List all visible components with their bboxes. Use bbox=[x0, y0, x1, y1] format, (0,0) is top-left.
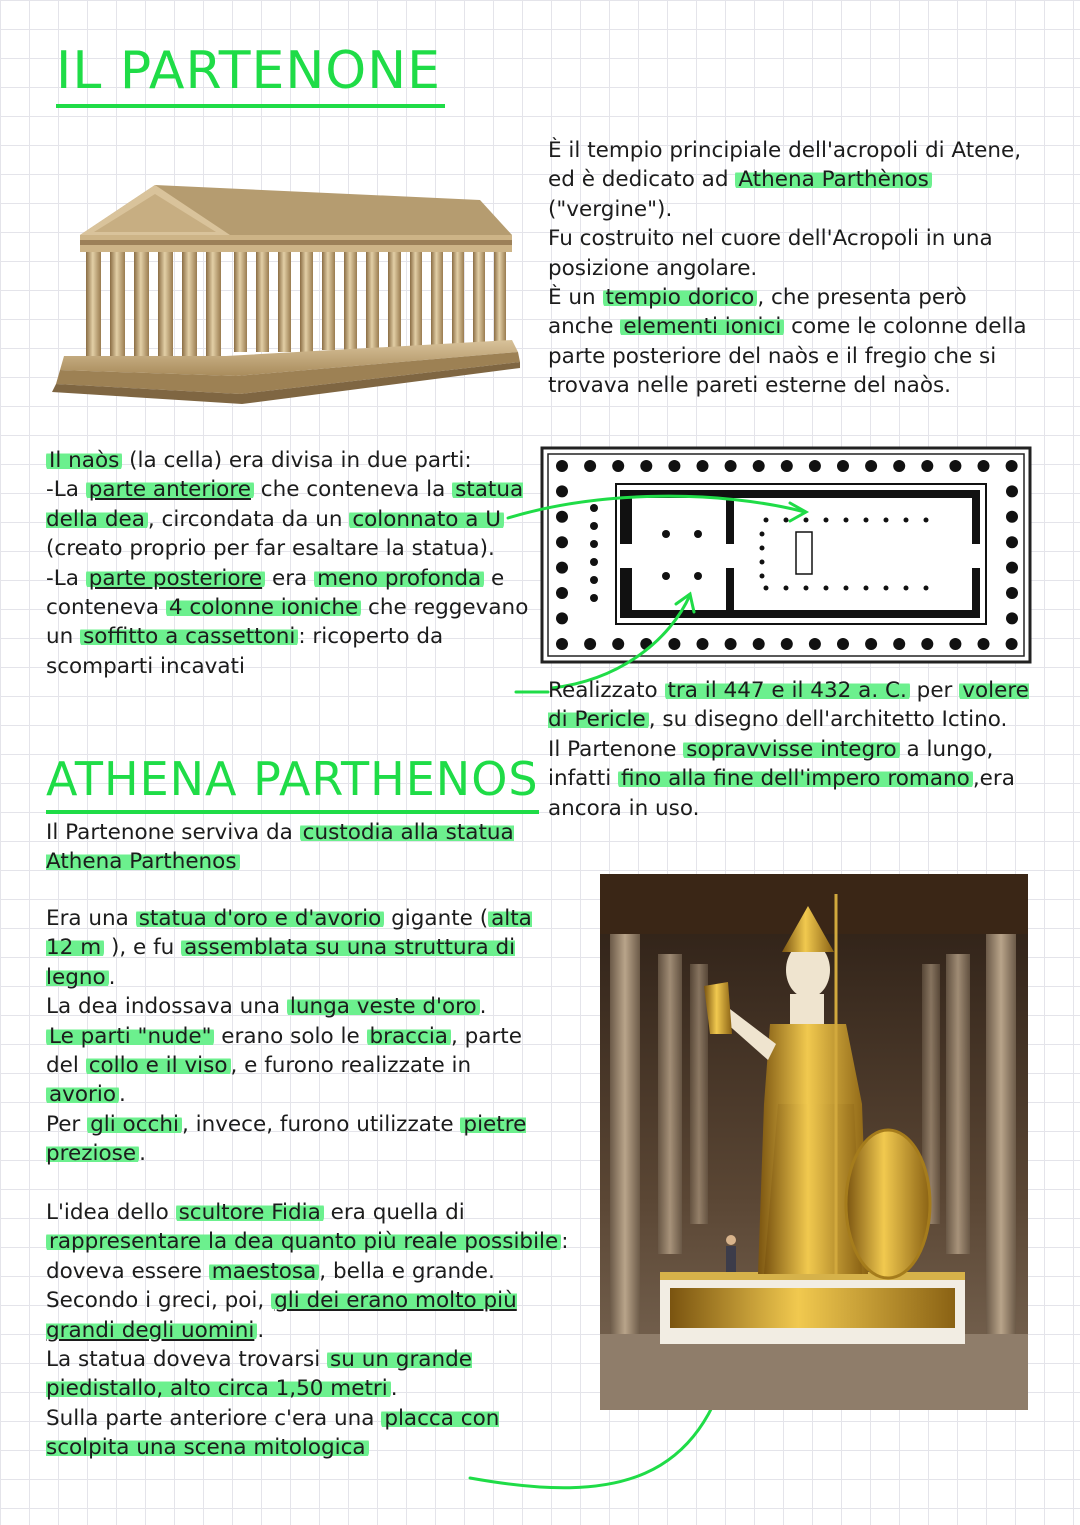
section-title-athena: ATHENA PARTHENOS bbox=[46, 748, 539, 814]
arrow-to-cella bbox=[508, 496, 805, 518]
statue-text: Era una statua d'oro e d'avorio gigante ( alta 12 m ), e fu assemblata su una struttura di legno . La dea indossava una lunga veste d'oro . Le parti "nude" erano solo le braccia , parte del collo e il viso , e furono realizzate in avorio . Per gli occhi , invece, furono utilizzate pietre preziose . bbox=[46, 906, 532, 1167]
arrow-to-rear bbox=[552, 595, 690, 688]
history-text: Realizzato tra il 447 e il 432 a. C. per volere di Pericle , su disegno dell'architetto Ictino. Il Partenone sopravvisse integro a lungo, infatti fino alla fine dell'impero romano ,era ancora in uso. bbox=[548, 678, 1029, 821]
naos-text: Il naòs (la cella) era divisa in due parti: -La parte anteriore che conteneva la statua della dea , circondata da un colonnato a U (creato proprio per far esaltare la statua). -La parte posteriore era meno profonda e conteneva 4 colonne ioniche che reggevano un soffitto a cassettoni : ricoperto da scomparti incavati bbox=[46, 448, 529, 679]
page-title: IL PARTENONE bbox=[56, 38, 445, 108]
phidias-text: L'idea dello scultore Fidia era quella di rappresentare la dea quanto più reale possibile : doveva essere maestosa , bella e grande. Secondo i greci, poi, gli dei erano molto più grandi degli uomini . La statua doveva trovarsi su un grande piedistallo, alto circa 1,50 metri . Sulla parte anteriore c'era una placca con scolpita una scena mitologica bbox=[46, 1200, 569, 1461]
intro-text: È il tempio principiale dell'acropoli di Atene, ed è dedicato ad Athena Parthènos ("vergine"). Fu costruito nel cuore dell'Acropoli in una posizione angolare. È un tempio dorico , che presenta però anche elementi ionici come le colonne della parte posteriore del naòs e il fregio che si trovava nelle pareti esterne del naòs. bbox=[548, 138, 1027, 399]
custody-text: Il Partenone serviva da custodia alla statua Athena Parthenos bbox=[46, 820, 514, 875]
athena-statue-image bbox=[600, 874, 1028, 1410]
